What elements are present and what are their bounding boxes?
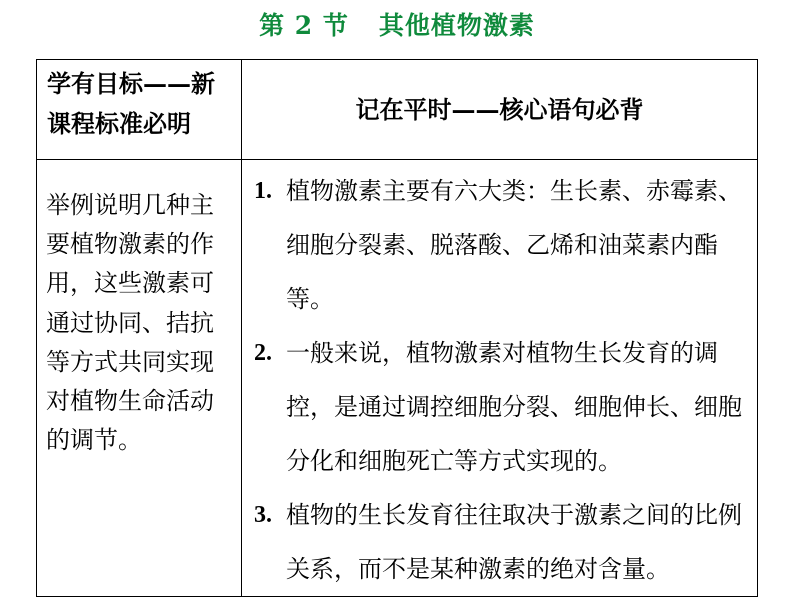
key-point [254, 488, 749, 596]
content-table [36, 59, 758, 597]
header-left-label: 学有目标——新课程标准必明 [47, 69, 215, 138]
key-points-list [242, 160, 757, 596]
body-row [37, 160, 758, 597]
header-row [37, 60, 758, 160]
key-point-text: 植物的生长发育往往取决于激素之间的比例关系，而不是某种激素的绝对含量。 [286, 501, 742, 583]
objective-text: 举例说明几种主要植物激素的作用，这些激素可通过协同、拮抗等方式共同实现对植物生命活动的调节。 [46, 191, 214, 455]
key-point-number: 2. [254, 340, 272, 366]
header-left-cell [37, 60, 242, 160]
section-number: 第 2 节 [259, 11, 349, 40]
points-cell [242, 160, 758, 597]
key-point-text: 一般来说，植物激素对植物生长发育的调控，是通过调控细胞分裂、细胞伸长、细胞分化和细胞死亡等方式实现的。 [286, 339, 742, 475]
key-point [254, 326, 749, 488]
objective-cell [37, 160, 242, 597]
section-name: 其他植物激素 [378, 11, 535, 40]
header-right-label: 记在平时——核心语句必背 [355, 94, 644, 124]
header-right-cell [242, 60, 758, 160]
key-point-number: 1. [254, 178, 272, 204]
key-point [254, 164, 749, 326]
key-point-number: 3. [254, 502, 272, 528]
key-point-text: 植物激素主要有六大类：生长素、赤霉素、细胞分裂素、脱落酸、乙烯和油菜素内酯等。 [286, 177, 742, 313]
page-title [0, 6, 794, 42]
